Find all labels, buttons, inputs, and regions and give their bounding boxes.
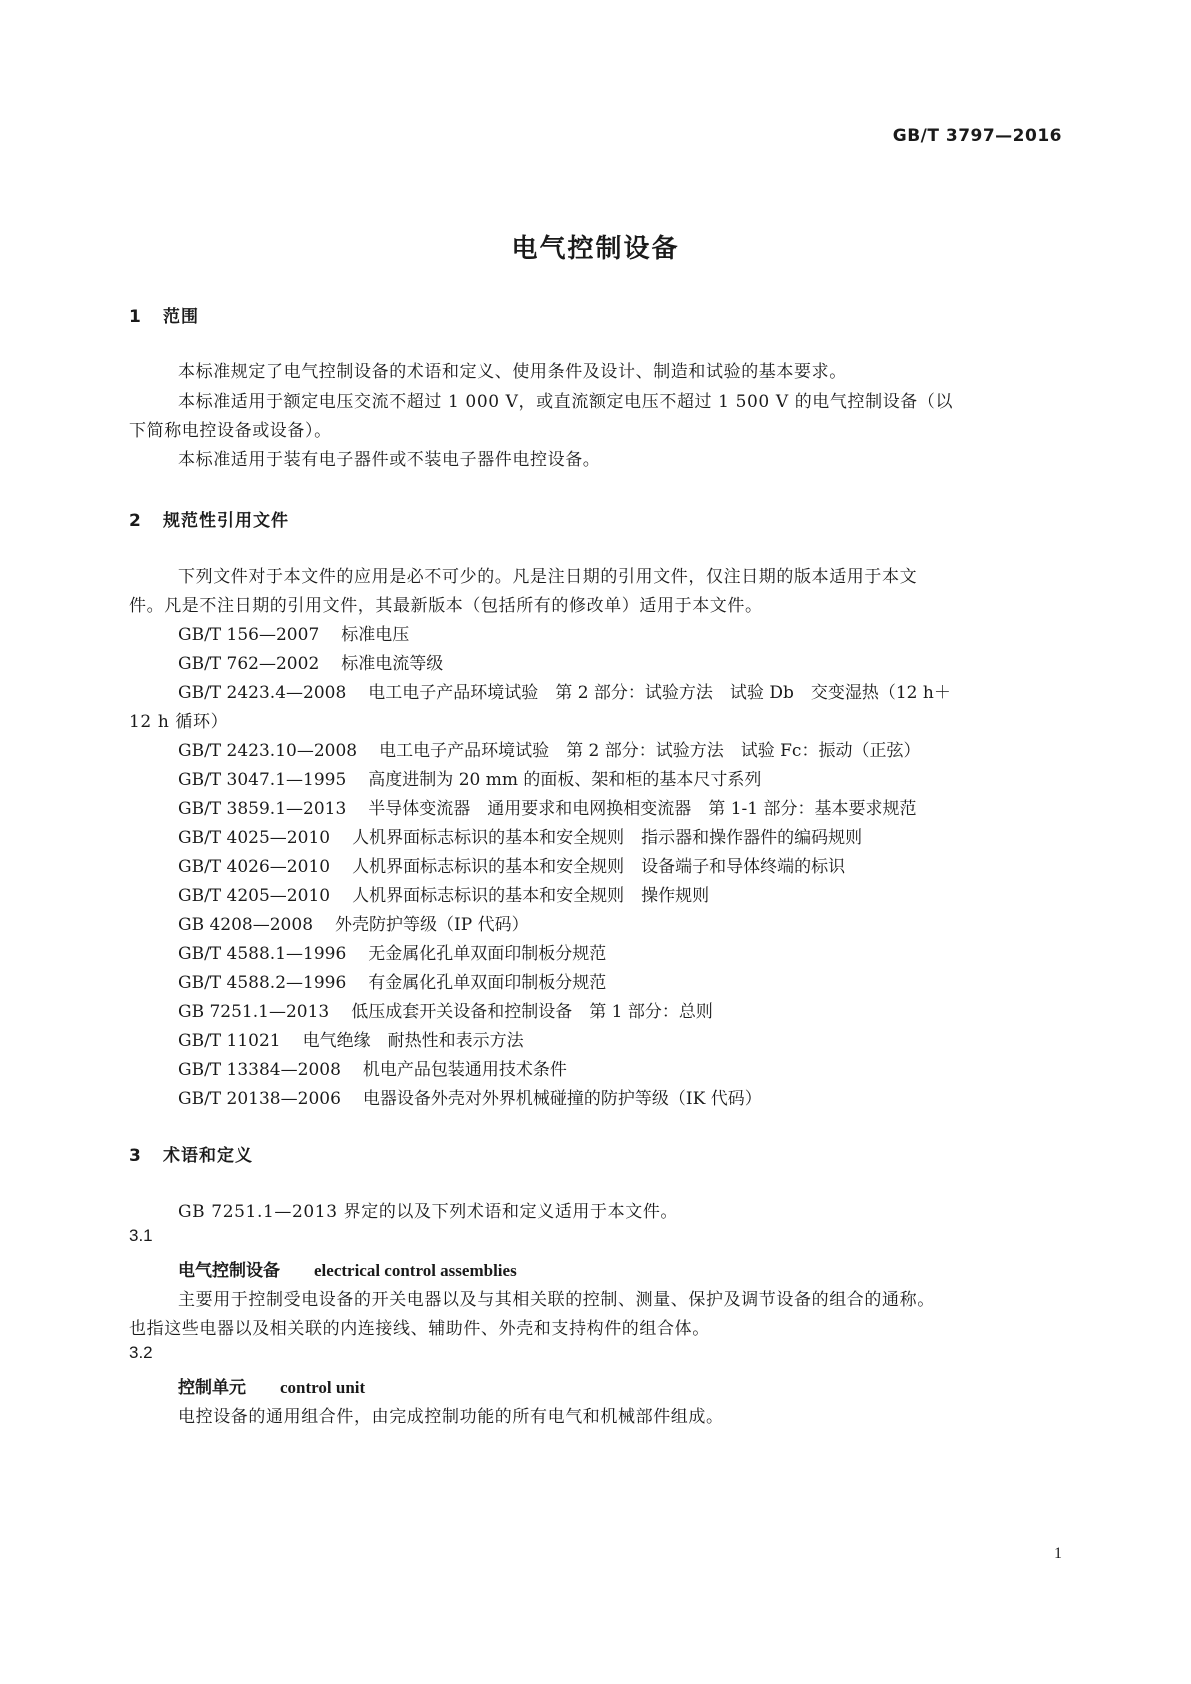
- paragraph-line: 本标准规定了电气控制设备的术语和定义、使用条件及设计、制造和试验的基本要求。: [178, 362, 847, 382]
- paragraph-line: GB 7251.1—2013 界定的以及下列术语和定义适用于本文件。: [178, 1202, 679, 1222]
- term-number: 3.1: [129, 1226, 153, 1245]
- reference-code: GB/T 4025—2010: [178, 828, 331, 848]
- reference-code: GB/T 2423.4—2008: [178, 683, 347, 703]
- reference-code: GB/T 4205—2010: [178, 886, 331, 906]
- reference-code: GB/T 11021: [178, 1031, 281, 1051]
- section-number: 2: [129, 511, 142, 531]
- reference-item: [178, 765, 761, 790]
- section-title: 规范性引用文件: [163, 511, 289, 531]
- reference-code: GB/T 4588.2—1996: [178, 973, 347, 993]
- reference-item: [178, 997, 713, 1022]
- paragraph-line: 下列文件对于本文件的应用是必不可少的。凡是注日期的引用文件，仅注日期的版本适用于本文: [178, 567, 918, 587]
- section-2-heading: [129, 506, 289, 531]
- reference-item: [178, 968, 606, 993]
- reference-code: GB/T 3047.1—1995: [178, 770, 347, 790]
- section-number: 1: [129, 307, 142, 327]
- reference-item: [178, 620, 409, 645]
- section-1-heading: [129, 302, 199, 327]
- term-chinese: 控制单元: [178, 1378, 246, 1398]
- page-number: 1: [1054, 1545, 1062, 1562]
- section-title: 术语和定义: [163, 1146, 253, 1166]
- paragraph-line: 件。凡是不注日期的引用文件，其最新版本（包括所有的修改单）适用于本文件。: [129, 596, 763, 616]
- term-heading: [178, 1256, 517, 1281]
- section-number: 3: [129, 1146, 142, 1166]
- reference-item: [178, 736, 920, 761]
- paragraph-line: 下简称电控设备或设备）。: [129, 421, 332, 441]
- definition-line: 电控设备的通用组合件，由完成控制功能的所有电气和机械部件组成。: [178, 1407, 724, 1427]
- term-english: electrical control assemblies: [314, 1261, 517, 1280]
- reference-code: GB/T 13384—2008: [178, 1060, 341, 1080]
- term-number: 3.2: [129, 1343, 153, 1362]
- reference-code: GB/T 762—2002: [178, 654, 320, 674]
- reference-item: [178, 649, 443, 674]
- term-chinese: 电气控制设备: [178, 1261, 280, 1281]
- reference-title: 高度进制为 20 mm 的面板、架和柜的基本尺寸系列: [368, 770, 762, 790]
- reference-item: [178, 794, 916, 819]
- reference-code: GB/T 3859.1—2013: [178, 799, 347, 819]
- term-heading: [178, 1373, 365, 1398]
- reference-title: 有金属化孔单双面印制板分规范: [368, 973, 607, 993]
- paragraph-line: 本标准适用于装有电子器件或不装电子器件电控设备。: [178, 450, 601, 470]
- reference-code: GB/T 4026—2010: [178, 857, 331, 877]
- section-3-heading: [129, 1141, 253, 1166]
- reference-item: [178, 881, 709, 906]
- reference-code: GB/T 2423.10—2008: [178, 741, 358, 761]
- reference-title: 无金属化孔单双面印制板分规范: [368, 944, 607, 964]
- reference-continuation: 12 h 循环）: [129, 712, 229, 732]
- reference-item: [178, 852, 845, 877]
- reference-title: 电工电子产品环境试验 第 2 部分：试验方法 试验 Db 交变湿热（12 h＋: [368, 683, 951, 703]
- reference-title: 半导体变流器 通用要求和电网换相变流器 第 1-1 部分：基本要求规范: [368, 799, 917, 819]
- reference-item: [178, 1055, 567, 1080]
- reference-item: [178, 939, 606, 964]
- reference-code: GB 4208—2008: [178, 915, 314, 935]
- reference-title: 人机界面标志标识的基本和安全规则 指示器和操作器件的编码规则: [352, 828, 863, 848]
- paragraph-line: 本标准适用于额定电压交流不超过 1 000 V，或直流额定电压不超过 1 500 V 的电气控制设备（以: [178, 392, 954, 412]
- reference-title: 低压成套开关设备和控制设备 第 1 部分：总则: [351, 1002, 713, 1022]
- reference-code: GB/T 20138—2006: [178, 1089, 341, 1109]
- standard-number: GB/T 3797—2016: [892, 126, 1062, 146]
- reference-title: 人机界面标志标识的基本和安全规则 操作规则: [352, 886, 710, 906]
- definition-line: 主要用于控制受电设备的开关电器以及与其相关联的控制、测量、保护及调节设备的组合的通称。: [178, 1290, 935, 1310]
- reference-code: GB/T 4588.1—1996: [178, 944, 347, 964]
- reference-item: [178, 1084, 762, 1109]
- section-title: 范围: [163, 307, 199, 327]
- reference-code: GB 7251.1—2013: [178, 1002, 330, 1022]
- term-english: control unit: [280, 1378, 366, 1397]
- reference-item: [178, 1026, 524, 1051]
- reference-title: 电气绝缘 耐热性和表示方法: [302, 1031, 524, 1051]
- reference-code: GB/T 156—2007: [178, 625, 320, 645]
- reference-title: 标准电压: [341, 625, 410, 645]
- reference-item: [178, 910, 529, 935]
- reference-title: 机电产品包装通用技术条件: [362, 1060, 567, 1080]
- reference-title: 外壳防护等级（IP 代码）: [335, 915, 529, 935]
- reference-item: [178, 823, 862, 848]
- reference-title: 标准电流等级: [341, 654, 444, 674]
- definition-line: 也指这些电器以及相关联的内连接线、辅助件、外壳和支持构件的组合体。: [129, 1319, 710, 1339]
- reference-title: 人机界面标志标识的基本和安全规则 设备端子和导体终端的标识: [352, 857, 846, 877]
- reference-title: 电工电子产品环境试验 第 2 部分：试验方法 试验 Fc：振动（正弦）: [379, 741, 921, 761]
- reference-item: [178, 678, 951, 703]
- reference-title: 电器设备外壳对外界机械碰撞的防护等级（IK 代码）: [362, 1089, 762, 1109]
- document-title: 电气控制设备: [511, 234, 680, 264]
